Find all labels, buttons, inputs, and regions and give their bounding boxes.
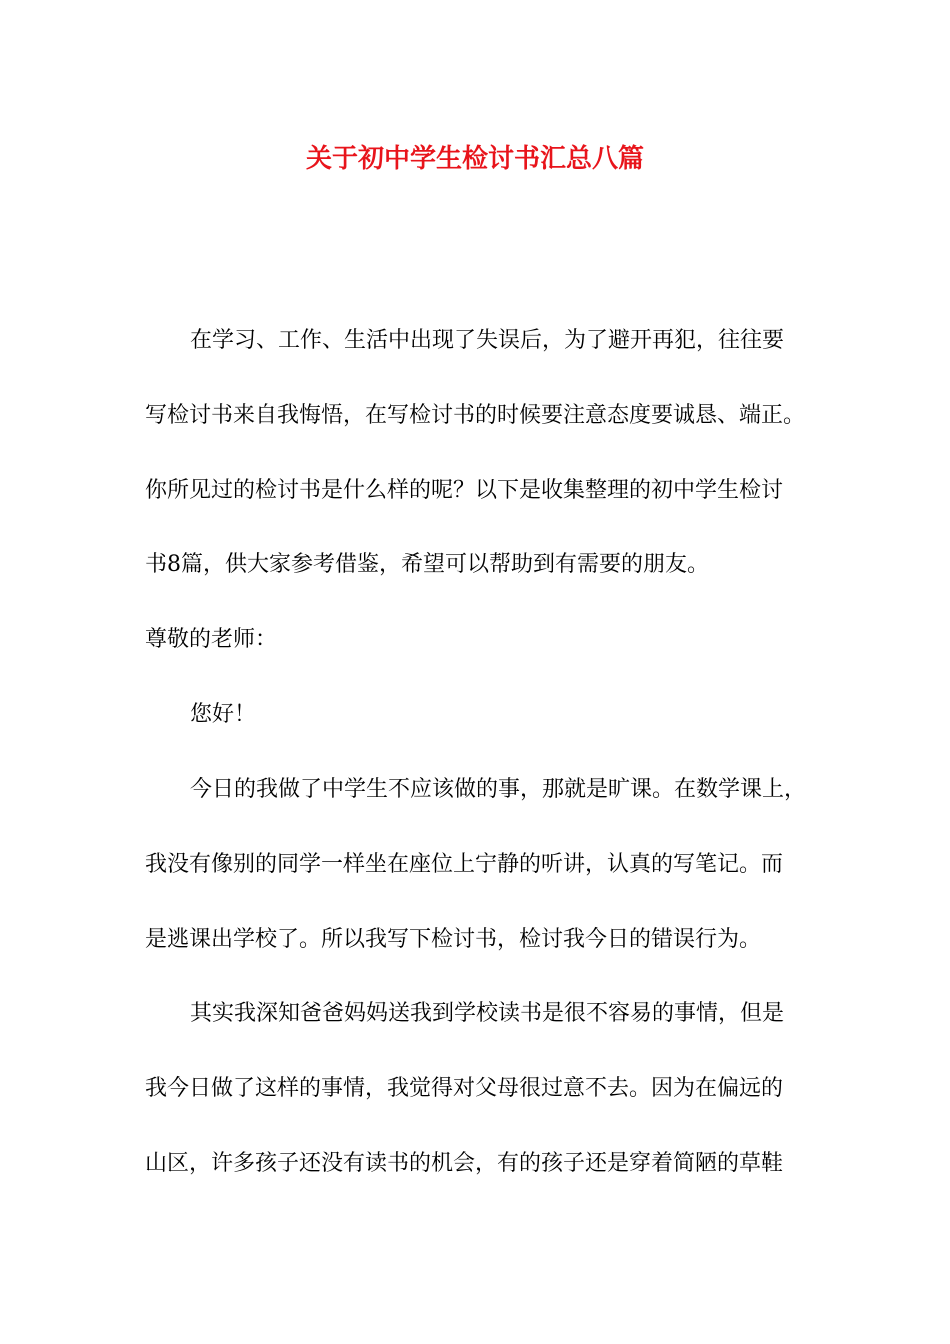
- paragraph-line: 我没有像别的同学一样坐在座位上宁静的听讲，认真的写笔记。而: [145, 852, 784, 877]
- paragraph-line: 在学习、工作、生活中出现了失误后，为了避开再犯，往往要: [190, 328, 785, 353]
- paragraph-line: 山区，许多孩子还没有读书的机会，有的孩子还是穿着简陋的草鞋: [145, 1151, 784, 1176]
- paragraph-line: 是逃课出学校了。所以我写下检讨书，检讨我今日的错误行为。: [145, 927, 762, 952]
- salutation: 尊敬的老师：: [145, 627, 278, 652]
- paragraph-line: 今日的我做了中学生不应该做的事，那就是旷课。在数学课上，: [190, 777, 807, 802]
- paragraph-line: 书8篇，供大家参考借鉴，希望可以帮助到有需要的朋友。: [145, 552, 709, 577]
- paragraph-line: 我今日做了这样的事情，我觉得对父母很过意不去。因为在偏远的: [145, 1076, 784, 1101]
- document-title: 关于初中学生检讨书汇总八篇: [305, 144, 644, 174]
- paragraph-line: 其实我深知爸爸妈妈送我到学校读书是很不容易的事情，但是: [190, 1001, 785, 1026]
- paragraph-line: 你所见过的检讨书是什么样的呢？以下是收集整理的初中学生检讨: [145, 478, 784, 503]
- greeting: 您好！: [190, 702, 257, 727]
- paragraph-line: 写检讨书来自我悔悟，在写检讨书的时候要注意态度要诚恳、端正。: [145, 403, 806, 428]
